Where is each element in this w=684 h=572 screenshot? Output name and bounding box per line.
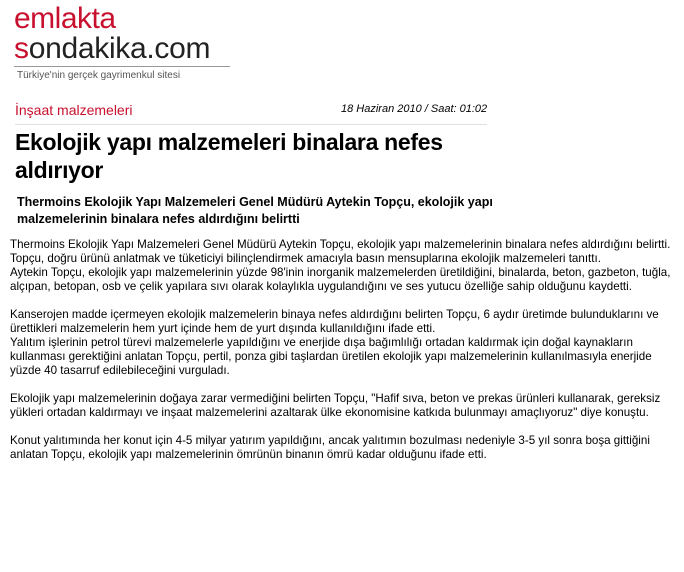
logo-tagline: Türkiye'nin gerçek gayrimenkul sitesi — [17, 70, 181, 81]
paragraph-spacer — [10, 294, 680, 308]
logo-divider — [14, 66, 230, 67]
article-paragraph: Thermoins Ekolojik Yapı Malzemeleri Genel Müdürü Aytekin Topçu, ekolojik yapı malzemelerinin binalara nefes aldırdığını belirtti. — [10, 238, 671, 251]
article-headline: Ekolojik yapı malzemeleri binalara nefes aldırıyor — [15, 129, 443, 183]
article-paragraph: Konut yalıtımında her konut için 4-5 milyar yatırım yapıldığını, ancak yalıtımın bozulması nedeniyle 3-5 yıl sonra boşa gittiğini anlatan Topçu, ekolojik yapı malzemelerinin ömrünün binanın ömrü kadar olduğunu ifade etti. — [10, 434, 650, 461]
article-body — [10, 238, 680, 462]
logo-text-emlakta: emlakta — [14, 2, 116, 35]
article-paragraph: Ekolojik yapı malzemelerinin doğaya zarar vermediğini belirten Topçu, "Hafif sıva, beton ve prekas ürünleri kullanarak, gereksiz yükleri ortadan kaldırmayı ve inşaat malzemelerini azaltarak ülke ekonomisine katkıda bulunmayı amaçlıyoruz" diye konuştu. — [10, 392, 661, 419]
article-subheadline: Thermoins Ekolojik Yapı Malzemeleri Genel Müdürü Aytekin Topçu, ekolojik yapı malzemelerinin binalara nefes aldırdığını belirtti — [17, 195, 493, 226]
logo-text-sondakika — [14, 34, 244, 66]
article-category-link[interactable]: İnşaat malzemeleri — [15, 102, 133, 118]
article-paragraph: Kanserojen madde içermeyen ekolojik malzemelerin binaya nefes aldırdığını belirten Topçu, 6 aydır üretimde bulunduklarını ve ürettikleri malzemelerin hem yurt içinde hem de yurt dışında kullanıldığını ifade etti. — [10, 308, 659, 335]
article-paragraph: Topçu, doğru ürünü anlatmak ve tüketiciyi bilinçlendirmek amacıyla basın mensuplarına ekolojik malzemeleri tanıttı. — [10, 252, 601, 265]
logo-text-ondakika: ondakika.com — [28, 32, 211, 65]
article-paragraph: Aytekin Topçu, ekolojik yapı malzemelerinin yüzde 98'inin inorganik malzemelerden üretildiğini, binalarda, beton, gazbeton, tuğla, alçıpan, betopan, osb ve çelik yapılara sıvı olarak kolaylıkla uygulandığını ve ses yutucu özelliğe sahip olduğunu kaydetti. — [10, 266, 671, 293]
logo-text-s: s — [14, 32, 29, 65]
paragraph-spacer — [10, 378, 680, 392]
article-date: 18 Haziran 2010 / Saat: 01:02 — [341, 103, 488, 115]
header-divider — [15, 124, 487, 125]
site-logo[interactable] — [14, 4, 244, 81]
article-paragraph: Yalıtım işlerinin petrol türevi malzemelerle yapıldığını ve enerjide dışa bağımlılığı ortadan kaldırmak için doğal kaynakların kullanması gerektiğini anlatan Topçu, pertil, ponza gibi taşlardan üretilen ekolojik yapı malzemelerinin kullanılmasıyla enerjide yüzde 40 tasarruf edilebileceğini vurguladı. — [10, 336, 652, 377]
paragraph-spacer — [10, 420, 680, 434]
